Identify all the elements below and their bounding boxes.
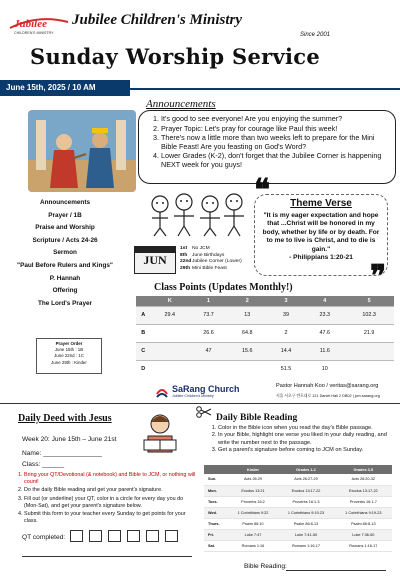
- church-address: 서울 서초구 반포대로 121 Daniel Hall 2 DB02 | jcm.sarang.org: [276, 394, 380, 398]
- logo-text: Jubilee: [14, 18, 47, 30]
- prayer-order-line: June 29th : Kinder: [51, 359, 87, 365]
- deed-instruction: 2. Do the daily Bible reading and get your parent's signature.: [24, 487, 198, 494]
- deed-week: Week 20: June 15th – June 21st: [22, 436, 117, 443]
- reading-instruction: 2. In your Bible, highlight one verse you liked in your daily reading, and write the number next to the passage.: [218, 432, 398, 447]
- worship-title: Sunday Worship Service: [30, 44, 321, 69]
- qt-checkbox[interactable]: [89, 530, 102, 542]
- name-field[interactable]: Name: ________________: [22, 450, 102, 457]
- june-event: 8th June Birthdays: [180, 252, 225, 258]
- church-name: SaRang Church: [172, 384, 240, 394]
- theme-verse-text: "It is my eager expectation and hope that ...Christ will be honored in my body, whether by life or by death. For to me to live is Christ, and to die is gain.": [262, 212, 380, 253]
- table-row: Fri. Luke 7:47 Luke 7:41-50 Luke 7:36-50: [204, 529, 392, 540]
- program-item: Offering: [52, 287, 78, 295]
- pastor-contact: Pastor Hannah Koo / veritas@sarang.org: [276, 383, 379, 389]
- deed-instruction: 3. Fill out (or underline) your QT, color in a circle for every day you do (Mon-Sat), and get your parent's signature below.: [24, 496, 198, 510]
- deed-instructions: [14, 472, 198, 526]
- qt-checkbox[interactable]: [108, 530, 121, 542]
- table-row: Sat. Romans 1:16 Romans 1:16-17 Romans 1:16-17: [204, 540, 392, 551]
- june-calendar-icon: [134, 246, 176, 274]
- reading-instruction: 1. Color in the Bible icon when you read the day's Bible passage.: [218, 425, 398, 432]
- program-item: Praise and Worship: [35, 224, 95, 232]
- prayer-order-title: Prayer Order: [55, 341, 83, 346]
- program-item: "Paul Before Rulers and Kings": [17, 261, 113, 269]
- deed-instruction: 1. Bring your QT/Devotional (& notebook) and Bible to JCM, or nothing will count!: [24, 472, 198, 486]
- class-points-table: [136, 296, 394, 378]
- announcement-item: 4. Lower Grades (K-2), don't forget that the Jubilee Corner is happening NEXT week for you guys!: [161, 152, 389, 169]
- sarang-church-logo-icon: [154, 384, 170, 400]
- deed-instruction: 4. Submit this form to your teacher every Sunday to get points for your class.: [24, 511, 198, 525]
- table-row: D 51.5 10: [136, 360, 394, 378]
- qt-checkbox[interactable]: [146, 530, 159, 542]
- prayer-order-box: [36, 338, 102, 374]
- theme-verse-reference: - Philippians 1:20-21: [289, 254, 353, 262]
- june-label: JUN: [143, 253, 167, 267]
- jubilee-logo: [8, 10, 70, 36]
- qt-checkboxes: [70, 529, 184, 547]
- prayer-order-line: June 22nd : 1C: [54, 353, 84, 359]
- prayer-order-line: June 15th : 1B: [54, 347, 84, 353]
- qt-checkbox[interactable]: [127, 530, 140, 542]
- reading-instruction: 3. Get a parent's signature before coming to JCM on Sunday.: [218, 447, 398, 454]
- ministry-title: Jubilee Children's Ministry: [72, 12, 243, 28]
- date-text: June 15th, 2025 / 10 AM: [6, 83, 96, 92]
- table-row: Mon. Exodus 13:21 Exodus 13:17-22 Exodus 13:17-22: [204, 485, 392, 496]
- theme-verse-box: [254, 194, 388, 276]
- kids-illustration: [146, 190, 250, 238]
- logo-sub: CHILDREN'S MINISTRY: [14, 31, 54, 35]
- daily-bible-reading-title: Daily Bible Reading: [216, 413, 298, 423]
- table-row: B 26.6 64.8 2 47.6 21.9: [136, 324, 394, 342]
- daily-deed-title: Daily Deed with Jesus: [18, 413, 112, 424]
- close-quote-icon: ❞: [370, 259, 387, 294]
- table-row: Wed. 1 Corinthians 9:22 1 Corinthians 9:19-23 1 Corinthians 9:19-23: [204, 507, 392, 518]
- announcement-item: 3. There's now a little more than two weeks left to prepare for the Mini Bible Feast! Are you feasting on God's Word?: [161, 134, 389, 151]
- qt-completed-label: QT completed:: [22, 534, 66, 541]
- bible-reading-signature-label: Bible Reading:: [244, 563, 287, 570]
- program-item: Prayer / 1B: [48, 211, 82, 219]
- date-divider: [130, 88, 400, 90]
- open-quote-icon: ❝: [254, 173, 271, 208]
- program-item: Sermon: [53, 249, 77, 257]
- table-row: Sun. Acts 26:29 Acts 26:27-29 Acts 26:20-32: [204, 474, 392, 485]
- june-events: [180, 246, 242, 272]
- june-event: 29th Mini Bible Feast: [180, 265, 227, 271]
- table-row: A 29.4 73.7 13 39 23.3 102.3: [136, 306, 394, 324]
- paul-before-rulers-picture: [28, 110, 136, 192]
- program-item: The Lord's Prayer: [37, 299, 93, 307]
- class-field[interactable]: Class: ______: [22, 461, 65, 468]
- bible-reading-signature-line[interactable]: [286, 570, 386, 571]
- program-item: P. Hannah: [49, 274, 81, 282]
- scissors-icon: [196, 406, 212, 418]
- table-row: Tues. Proverbs 16:2 Proverbs 16:1-3 Proverbs 16:1-7: [204, 496, 392, 507]
- qt-checkbox[interactable]: [70, 530, 83, 542]
- since-text: Since 2001: [300, 32, 331, 38]
- program-item: Announcements: [39, 199, 91, 206]
- theme-verse-title: Theme Verse: [290, 198, 352, 209]
- june-event: 1st No JCM: [180, 246, 210, 251]
- table-header-row: Kinder Grades 1-2 Grades 3-5: [204, 465, 392, 474]
- date-bar: [0, 80, 130, 96]
- cut-line: [0, 403, 400, 404]
- announcement-item: 2. Prayer Topic: Let's pray for courage like Paul this week!: [161, 125, 389, 134]
- reading-girl-illustration: [136, 410, 184, 458]
- table-row: Thurs. Psalm 86:10 Psalm 86:8-13 Psalm 86:8-13: [204, 518, 392, 529]
- table-row: C 47 15.6 14.4 11.6: [136, 342, 394, 360]
- table-header-row: K 1 2 3 4 5: [136, 296, 394, 306]
- june-event: 22ndJubilee Corner (Lower): [180, 259, 242, 265]
- church-sub: Jubilee Children's Ministry: [172, 394, 214, 398]
- qt-checkbox[interactable]: [165, 530, 178, 542]
- reading-instructions: [208, 425, 398, 455]
- bible-reading-table: [204, 465, 392, 552]
- class-points-title: Class Points (Updates Monthly!): [154, 282, 293, 293]
- announcements-title: Announcements: [146, 98, 216, 110]
- program-list: [0, 198, 130, 311]
- announcement-item: 1. It's good to see everyone! Are you enjoying the summer?: [161, 115, 389, 124]
- signature-line[interactable]: [22, 556, 192, 557]
- program-item: Scripture / Acts 24-26: [32, 236, 98, 244]
